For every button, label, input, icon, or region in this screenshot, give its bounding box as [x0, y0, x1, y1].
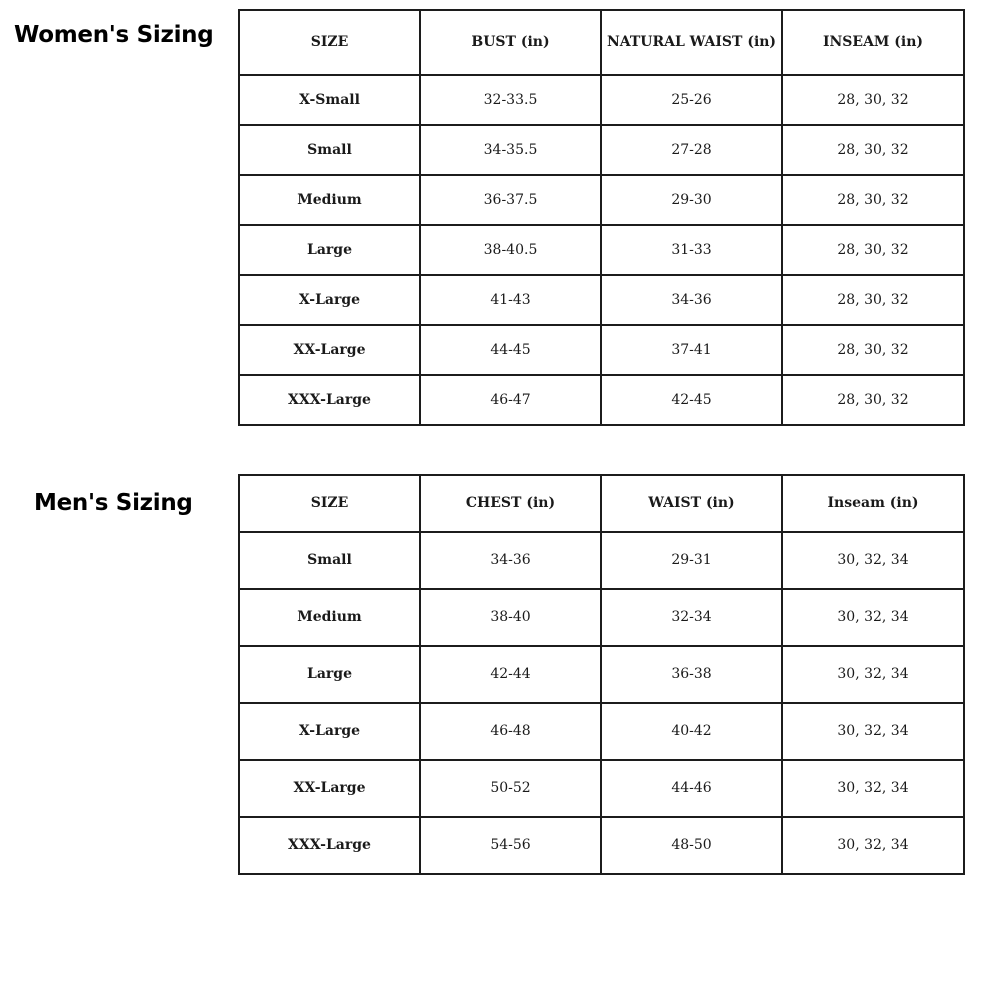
header-size: SIZE — [239, 475, 420, 532]
inseam-cell: 28, 30, 32 — [782, 225, 964, 275]
size-cell: Medium — [239, 589, 420, 646]
mens-size-table — [238, 474, 965, 875]
size-cell: XX-Large — [239, 325, 420, 375]
inseam-cell: 28, 30, 32 — [782, 375, 964, 425]
size-cell: XXX-Large — [239, 375, 420, 425]
size-cell: X-Large — [239, 275, 420, 325]
table-row — [239, 225, 964, 275]
header-inseam: INSEAM (in) — [782, 10, 964, 75]
table-row — [239, 760, 964, 817]
table-row — [239, 275, 964, 325]
inseam-cell: 30, 32, 34 — [782, 760, 964, 817]
size-cell: X-Small — [239, 75, 420, 125]
inseam-cell: 30, 32, 34 — [782, 817, 964, 874]
mens-sizing-title: Men's Sizing — [34, 490, 193, 516]
chest-cell: 50-52 — [420, 760, 601, 817]
size-cell: Large — [239, 225, 420, 275]
bust-cell: 41-43 — [420, 275, 601, 325]
size-cell: Medium — [239, 175, 420, 225]
size-cell: XXX-Large — [239, 817, 420, 874]
inseam-cell: 28, 30, 32 — [782, 75, 964, 125]
header-waist: WAIST (in) — [601, 475, 782, 532]
header-natural-waist: NATURAL WAIST (in) — [601, 10, 782, 75]
size-cell: Large — [239, 646, 420, 703]
table-row — [239, 646, 964, 703]
bust-cell: 46-47 — [420, 375, 601, 425]
inseam-cell: 30, 32, 34 — [782, 646, 964, 703]
womens-size-table — [238, 9, 965, 426]
bust-cell: 36-37.5 — [420, 175, 601, 225]
waist-cell: 44-46 — [601, 760, 782, 817]
waist-cell: 31-33 — [601, 225, 782, 275]
size-cell: Small — [239, 125, 420, 175]
waist-cell: 32-34 — [601, 589, 782, 646]
chest-cell: 54-56 — [420, 817, 601, 874]
table-header-row — [239, 475, 964, 532]
waist-cell: 42-45 — [601, 375, 782, 425]
inseam-cell: 28, 30, 32 — [782, 125, 964, 175]
waist-cell: 27-28 — [601, 125, 782, 175]
inseam-cell: 28, 30, 32 — [782, 325, 964, 375]
chest-cell: 38-40 — [420, 589, 601, 646]
waist-cell: 48-50 — [601, 817, 782, 874]
waist-cell: 37-41 — [601, 325, 782, 375]
table-row — [239, 125, 964, 175]
header-chest: CHEST (in) — [420, 475, 601, 532]
header-size: SIZE — [239, 10, 420, 75]
bust-cell: 38-40.5 — [420, 225, 601, 275]
table-row — [239, 75, 964, 125]
size-cell: X-Large — [239, 703, 420, 760]
chest-cell: 46-48 — [420, 703, 601, 760]
table-row — [239, 589, 964, 646]
table-row — [239, 175, 964, 225]
inseam-cell: 30, 32, 34 — [782, 532, 964, 589]
bust-cell: 34-35.5 — [420, 125, 601, 175]
waist-cell: 29-30 — [601, 175, 782, 225]
size-cell: XX-Large — [239, 760, 420, 817]
chest-cell: 34-36 — [420, 532, 601, 589]
table-row — [239, 375, 964, 425]
inseam-cell: 28, 30, 32 — [782, 275, 964, 325]
table-row — [239, 325, 964, 375]
bust-cell: 32-33.5 — [420, 75, 601, 125]
bust-cell: 44-45 — [420, 325, 601, 375]
waist-cell: 40-42 — [601, 703, 782, 760]
inseam-cell: 30, 32, 34 — [782, 589, 964, 646]
chest-cell: 42-44 — [420, 646, 601, 703]
inseam-cell: 30, 32, 34 — [782, 703, 964, 760]
womens-sizing-title: Women's Sizing — [14, 22, 214, 48]
size-cell: Small — [239, 532, 420, 589]
table-row — [239, 532, 964, 589]
waist-cell: 29-31 — [601, 532, 782, 589]
waist-cell: 34-36 — [601, 275, 782, 325]
table-row — [239, 817, 964, 874]
table-row — [239, 703, 964, 760]
header-bust: BUST (in) — [420, 10, 601, 75]
header-inseam: Inseam (in) — [782, 475, 964, 532]
waist-cell: 36-38 — [601, 646, 782, 703]
inseam-cell: 28, 30, 32 — [782, 175, 964, 225]
waist-cell: 25-26 — [601, 75, 782, 125]
table-header-row — [239, 10, 964, 75]
